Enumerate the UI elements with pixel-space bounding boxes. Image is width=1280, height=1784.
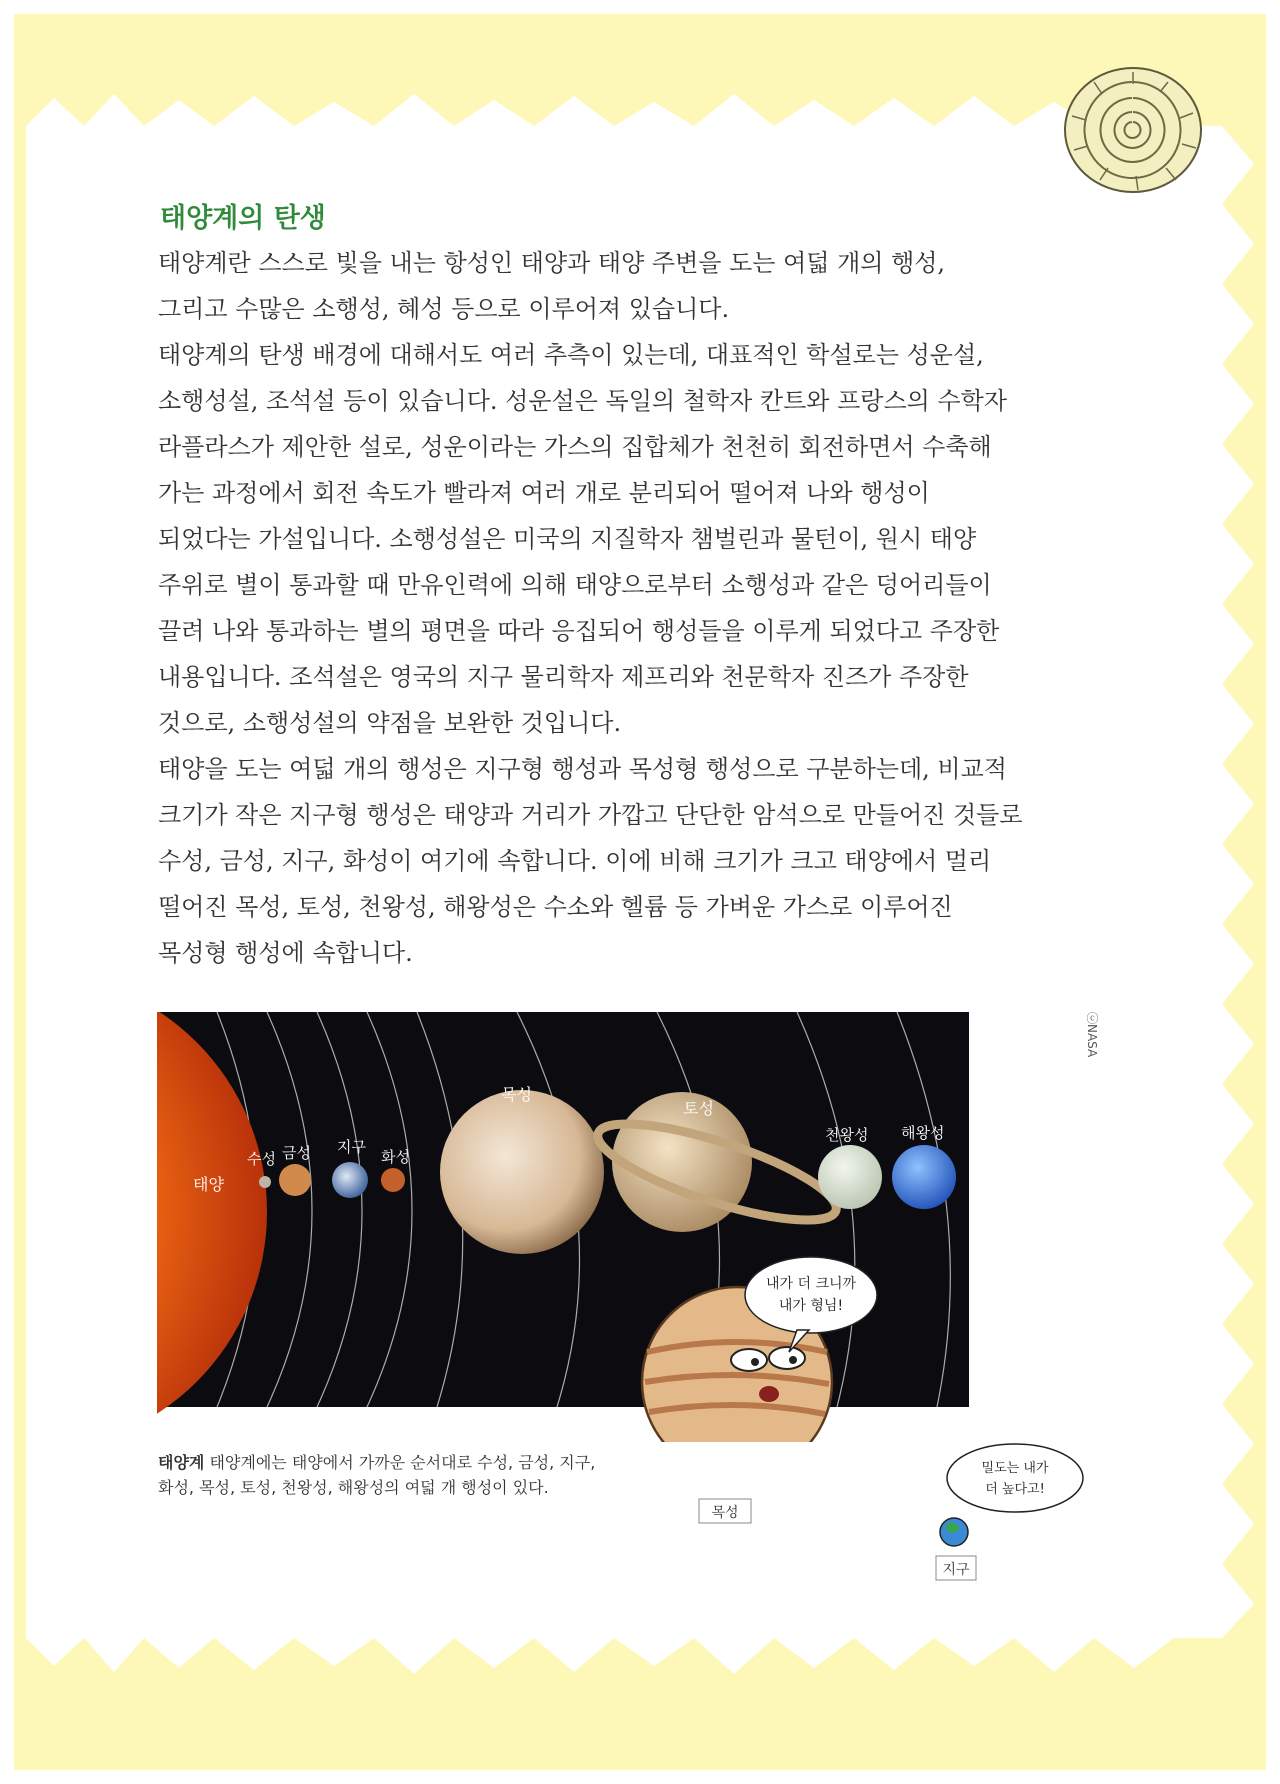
photo-credit: ⓒNASA <box>1085 1012 1099 1058</box>
text-line: 태양계란 스스로 빛을 내는 항성인 태양과 태양 주변을 도는 여덟 개의 행성, <box>158 249 946 277</box>
earth-character <box>930 1420 1100 1590</box>
tag-jupiter: 목성 <box>711 1505 739 1521</box>
neptune-icon <box>892 1145 956 1209</box>
bubble-text-line: 더 높다고! <box>985 1482 1045 1497</box>
figure-caption <box>158 1450 678 1500</box>
paragraph <box>158 746 1088 976</box>
text-line: 태양을 도는 여덟 개의 행성은 지구형 행성과 목성형 행성으로 구분하는데, 비교적 <box>158 755 1007 783</box>
text-line: 태양계의 탄생 배경에 대해서도 여러 추측이 있는데, 대표적인 학설로는 성운설, <box>158 341 984 369</box>
section-heading: 태양계의 탄생 <box>160 203 326 234</box>
label-mars: 화성 <box>381 1148 410 1166</box>
text-line: 주위로 별이 통과할 때 만유인력에 의해 태양으로부터 소행성과 같은 덩어리들이 <box>158 571 992 599</box>
tag-earth: 지구 <box>942 1562 970 1578</box>
text-line: 그리고 수많은 소행성, 혜성 등으로 이루어져 있습니다. <box>158 295 730 323</box>
text-line: 수성, 금성, 지구, 화성이 여기에 속합니다. 이에 비해 크기가 크고 태양에서 멀리 <box>158 847 992 875</box>
text-line: 라플라스가 제안한 설로, 성운이라는 가스의 집합체가 천천히 회전하면서 수축해 <box>158 433 992 461</box>
bubble-text-line: 내가 형님! <box>778 1298 844 1314</box>
tag-jupiter-box <box>698 1498 758 1528</box>
label-venus: 금성 <box>282 1144 311 1162</box>
text-line: 소행성설, 조석설 등이 있습니다. 성운설은 독일의 철학자 칸트와 프랑스의 수학자 <box>158 387 1007 415</box>
paragraph <box>158 240 1088 332</box>
bubble-text-line: 내가 더 크니까 <box>765 1276 857 1292</box>
text-line: 떨어진 목성, 토성, 천왕성, 해왕성은 수소와 헬륨 등 가벼운 가스로 이루어진 <box>158 893 953 921</box>
venus-icon <box>279 1164 311 1196</box>
caption-title: 태양계 <box>158 1453 205 1472</box>
caption-line: 화성, 목성, 토성, 천왕성, 해왕성의 여덟 개 행성이 있다. <box>158 1478 549 1497</box>
uranus-icon <box>818 1145 882 1209</box>
caption-line: 태양계에는 태양에서 가까운 순서대로 수성, 금성, 지구, <box>209 1453 596 1472</box>
speech-bubble-earth <box>947 1444 1083 1512</box>
label-saturn: 토성 <box>683 1099 714 1118</box>
text-line: 것으로, 소행성설의 약점을 보완한 것입니다. <box>158 709 622 737</box>
bubble-text-line: 밀도는 내가 <box>981 1461 1049 1476</box>
text-line: 내용입니다. 조석설은 영국의 지구 물리학자 제프리와 천문학자 진즈가 주장한 <box>158 663 969 691</box>
label-earth: 지구 <box>337 1138 366 1156</box>
text-line: 가는 과정에서 회전 속도가 빨라져 여러 개로 분리되어 떨어져 나와 행성이 <box>158 479 930 507</box>
label-mercury: 수성 <box>247 1150 276 1168</box>
label-neptune: 해왕성 <box>901 1124 945 1142</box>
text-line: 끌려 나와 통과하는 별의 평면을 따라 응집되어 행성들을 이루게 되었다고 주장한 <box>158 617 1000 645</box>
paragraph <box>158 332 1088 746</box>
body-text <box>158 240 1088 976</box>
text-line: 크기가 작은 지구형 행성은 태양과 거리가 가깝고 단단한 암석으로 만들어진 것들로 <box>158 801 1023 829</box>
mercury-icon <box>259 1176 271 1188</box>
solar-system-figure <box>157 1012 1077 1442</box>
jupiter-icon <box>440 1090 604 1254</box>
earth-icon <box>332 1162 368 1198</box>
text-line: 되었다는 가설입니다. 소행성설은 미국의 지질학자 챔벌린과 물턴이, 원시 태양 <box>158 525 977 553</box>
label-uranus: 천왕성 <box>825 1126 869 1144</box>
mars-icon <box>381 1168 405 1192</box>
label-sun: 태양 <box>193 1175 224 1194</box>
text-line: 목성형 행성에 속합니다. <box>158 939 413 967</box>
label-jupiter: 목성 <box>501 1085 532 1104</box>
